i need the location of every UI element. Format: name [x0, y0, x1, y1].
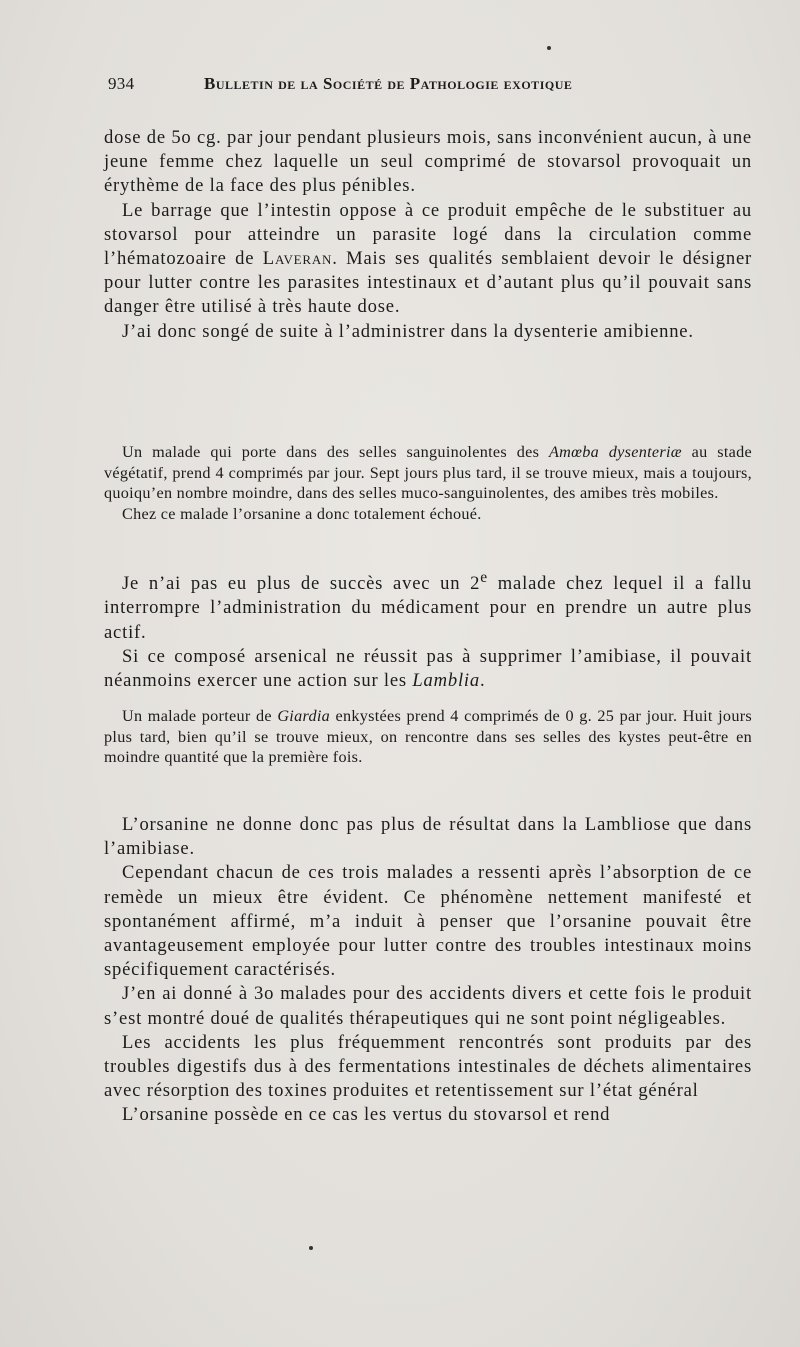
- paragraph-lamblia-end: .: [480, 670, 486, 691]
- paragraph-continuation: dose de 5o cg. par jour pendant plusieurs mois, sans inconvénient aucun, à une jeune femme chez laquelle un seul comprimé de stovarsol provoquait un érythème de la face des plus pénibles.: [104, 127, 752, 197]
- paragraph-second-patient-text-end: malade chez lequel il a fallu interrompre l’administration du médicament pour en prendre un autre plus actif.: [104, 573, 752, 643]
- case-note-amoeba-body: au stade végétatif, prend 4 comprimés par jour. Sept jours plus tard, il se trouve mieux, mais a toujours, quoiqu’en nombre moindre, dans des selles muco-sanguinolentes, des amibes très mobiles.: [104, 443, 752, 502]
- ink-speck: [309, 1246, 313, 1250]
- paragraph-lambliose: L’orsanine ne donne donc pas plus de résultat dans la Lambliose que dans l’amibiase.: [104, 814, 752, 860]
- paragraph-lamblia: [104, 645, 752, 693]
- body-text-middle: [104, 566, 752, 693]
- paragraph-dysenterie: J’ai donc songé de suite à l’administrer dans la dysenterie amibienne.: [122, 320, 694, 342]
- author-name-laveran: Laveran: [262, 248, 333, 270]
- genus-lamblia: Lamblia: [412, 670, 480, 691]
- paragraph-vertus: L’orsanine possède en ce cas les vertus du stovarsol et rend: [122, 1104, 611, 1126]
- body-text-upper: [104, 126, 752, 344]
- genus-giardia: Giardia: [277, 707, 331, 725]
- running-title: Bulletin de la Société de Pathologie exotique: [204, 74, 573, 93]
- page-header: [108, 74, 758, 102]
- ordinal-superscript: e: [480, 569, 488, 586]
- ink-speck: [547, 46, 551, 50]
- case-note-giardia: [104, 706, 752, 768]
- paragraph-barrage-text: Le barrage que l’intestin oppose à ce produit empêche de le substituer au stovarsol pour atteindre un parasite logé dans la circulation comme l’hématozoaire de: [104, 199, 752, 270]
- paragraph-accidents: Les accidents les plus fréquemment rencontrés sont produits par des troubles digestifs dus à des fermentations intestinales de déchets alimentaires avec résorption des toxines produites et retentissement sur l’état général: [104, 1031, 752, 1102]
- body-text-lower: [104, 813, 752, 1128]
- paragraph-barrage: [104, 199, 752, 320]
- paragraph-lamblia-text: Si ce composé arsenical ne réussit pas à supprimer l’amibiase, il pouvait néanmoins exercer une action sur les: [104, 645, 752, 691]
- paragraph-second-patient-text: Je n’ai pas eu plus de succès avec un 2: [122, 573, 481, 595]
- case-note-amoeba: [104, 442, 752, 524]
- case-note-giardia-body: enkystées prend 4 comprimés de 0 g. 25 par jour. Huit jours plus tard, bien qu’il se trouve mieux, on rencontre dans ses selles des kystes peut-être en moindre quantité que la première fois.: [104, 707, 753, 766]
- paragraph-second-patient: [104, 566, 752, 645]
- case-note-amoeba-intro: Un malade qui porte dans des selles sanguinolentes des: [122, 443, 549, 461]
- species-amoeba-dysenteriae: Amœba dysenteriæ: [548, 443, 682, 461]
- case-note-giardia-text: [104, 706, 752, 768]
- paragraph-mieux-etre: Cependant chacun de ces trois malades a ressenti après l’absorption de ce remède un mieux être évident. Ce phénomène nettement manifesté et spontanément affirmé, m’a induit à penser que l’orsanine pouvait être avantageusement employée pour lutter contre des troubles intestinaux moins spécifiquement caractérisés.: [104, 862, 752, 981]
- case-note-amoeba-text: [104, 442, 752, 504]
- case-note-amoeba-conclusion: Chez ce malade l’orsanine a donc totalement échoué.: [122, 504, 482, 523]
- page-number: 934: [108, 74, 135, 93]
- paragraph-trente-malades: J’en ai donné à 3o malades pour des accidents divers et cette fois le produit s’est montré doué de qualités thérapeutiques qui ne sont point négligeables.: [104, 983, 752, 1029]
- case-note-giardia-intro: Un malade porteur de: [122, 707, 278, 725]
- paragraph-barrage-text-end: . Mais ses qualités semblaient devoir le désigner pour lutter contre les parasites intestinaux et d’autant plus qu’il pouvait sans danger être utilisé à très haute dose.: [104, 248, 752, 318]
